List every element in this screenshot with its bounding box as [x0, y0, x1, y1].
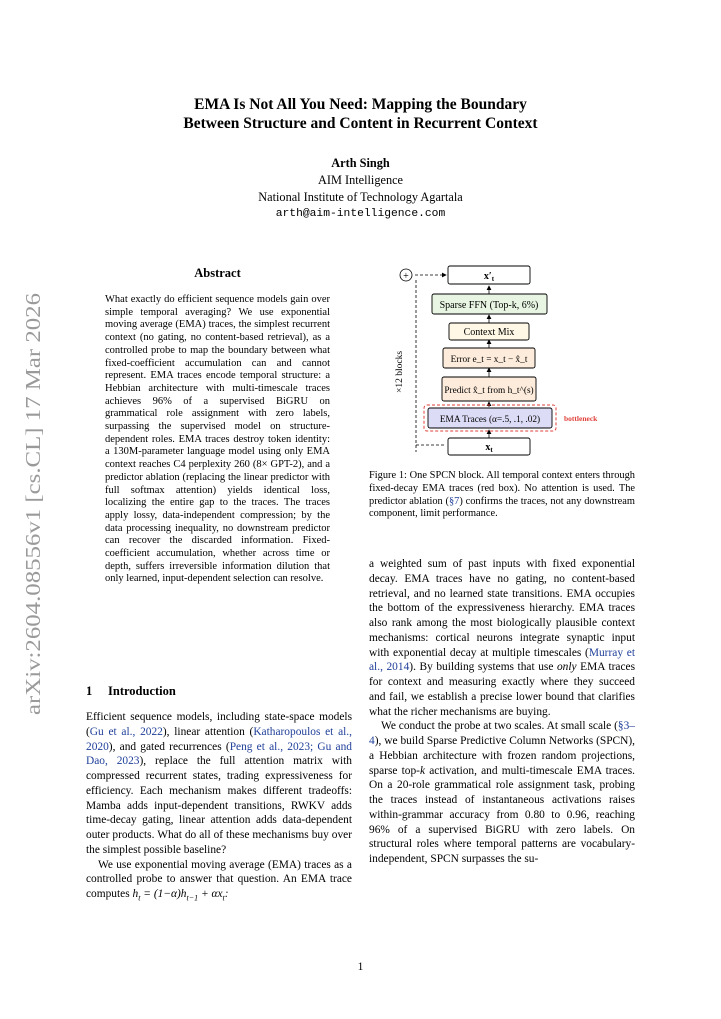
abstract-heading: Abstract — [194, 266, 241, 280]
predict-label: Predict x̂_t from h_t^(s) — [444, 386, 534, 396]
error-label: Error e_t = x_t − x̂_t — [450, 355, 528, 365]
intro-paragraph-2: We use exponential moving average (EMA) traces as a controlled probe to answer that question. An EMA trace computes $h_t = (1-\alpha)h_{t-1} + \alpha x_t$: — [86, 858, 352, 903]
repeat-label: ×12 blocks — [395, 350, 405, 394]
plus-symbol: + — [403, 271, 409, 282]
bottleneck-label: bottleneck — [564, 414, 598, 423]
paper-title-line-1: EMA Is Not All You Need: Mapping the Boundary — [194, 96, 527, 113]
section-number: 1 — [86, 684, 93, 698]
author-email[interactable]: arth@aim-intelligence.com — [275, 208, 446, 220]
section-heading-introduction — [86, 684, 356, 699]
author-name: Arth Singh — [331, 156, 390, 170]
input-label: $x_t$ — [485, 442, 493, 454]
arxiv-identifier — [8, 290, 52, 720]
figure-1-spcn-block — [388, 262, 638, 467]
sparse-ffn-label: Sparse FFN (Top-k, 6%) — [439, 300, 539, 311]
intro-paragraph-2-continued: a weighted sum of past inputs with fixed exponential decay. EMA traces have no gating, no content-based retrieval, and no learned state transitions. EMA occupies the bottom of the expressiveness hierarchy. EMA traces also rank among the most biologically plausible context mechanisms: cortical neurons integrate synaptic input with exponential decay at multiple timescales (Murray et al., 2014). By building systems that use only EMA traces for context and measuring exactly where they succeed and fail, we establish a precise lower bound that clarifies what the richer mechanisms are buying. — [369, 558, 636, 718]
caption-label: Figure 1: — [369, 470, 407, 481]
ema-traces-label: EMA Traces (α=.5, .1, .02) — [439, 415, 541, 425]
page-number: 1 — [357, 961, 364, 973]
output-label: $x'_t$ — [483, 271, 495, 283]
section-reference-link[interactable]: §7 — [448, 495, 460, 507]
figure-1-caption: Figure 1: One SPCN block. All temporal context enters through fixed-decay EMA traces (red box). No attention is used. The predictor ablation (§7) confirms the traces, not any downstream component, limit performance. — [369, 470, 635, 520]
emphasis-only: only — [556, 661, 577, 674]
intro-paragraph-3: We conduct the probe at two scales. At small scale (§3–4), we build Sparse Predictive Column Networks (SPCN), a Hebbian architecture with frozen random projections, sparse top-k activation, and multi-timescale EMA traces. On a 20-role grammatical role assignment task, probing the traces instead of instantaneous activations raises within-grammar accuracy from 0.80 to 0.96, reaching 96% of a supervised BiGRU with zero labels. On structural roles where temporal patterns are vocabulary-independent, SPCN surpasses the su- — [369, 720, 635, 865]
affiliation-2: National Institute of Technology Agartala — [258, 190, 463, 204]
section-title: Introduction — [108, 684, 176, 698]
left-column — [86, 710, 352, 906]
citation-link[interactable]: Murray et al., 2014 — [369, 646, 635, 674]
citation-link[interactable]: Katharopoulos et al., 2020 — [86, 725, 352, 753]
abstract-body: What exactly do efficient sequence models gain over simple temporal averaging? We use exponential moving average (EMA) traces, the simplest recurrent context (no gating, no content-based retrieval), as a controlled probe to map the boundary between what fixed-coefficient accumulation can and cannot represent. EMA traces encode temporal structure: a Hebbian architecture with multi-timescale traces achieves 96% of a supervised BiGRU on grammatical role assignment with zero labels, surpassing the supervised model on structure-dependent roles. EMA traces destroy token identity: a 130M-parameter language model using only EMA context reaches C4 perplexity 260 (8× GPT-2), and a predictor ablation (replacing the linear predictor with full softmax attention) yields identical loss, localizing the entire gap to the traces. The traces apply lossy, data-independent compression; by the data processing inequality, no downstream predictor can recover the discarded information. Fixed-coefficient accumulation, whether across time or depth, suffers irreversible information dilution that only learned, input-dependent selection can resolve. — [105, 294, 330, 585]
citation-link[interactable]: Gu et al., 2022 — [89, 725, 163, 738]
section-reference-link[interactable]: §3–4 — [369, 720, 635, 747]
right-column — [369, 557, 635, 867]
citation-link[interactable]: Peng et al., 2023; Gu and Dao, 2023 — [86, 740, 352, 768]
paper-title-line-2: Between Structure and Content in Recurrent Context — [183, 115, 538, 132]
arxiv-identifier-text: arXiv:2604.08556v1 [cs.CL] 17 Mar 2026 — [21, 358, 45, 715]
ema-formula: $h_t = (1-\alpha)h_{t-1} + \alpha x_t$: — [132, 888, 229, 903]
affiliation-1: AIM Intelligence — [317, 173, 404, 187]
intro-paragraph-1: Efficient sequence models, including state-space models (Gu et al., 2022), linear attention (Katharopoulos et al., 2020), and gated recurrences (Peng et al., 2023; Gu and Dao, 2023), replace the full attention matrix with compressed recurrent states, trading expressiveness for efficiency. Each mechanism makes different tradeoffs: Mamba adds input-dependent transitions, RWKV adds time-decay gating, linear attention adds data-dependent outer products. What do all of these mechanisms buy over the simplest possible baseline? — [86, 711, 352, 856]
context-mix-label: Context Mix — [463, 327, 515, 338]
